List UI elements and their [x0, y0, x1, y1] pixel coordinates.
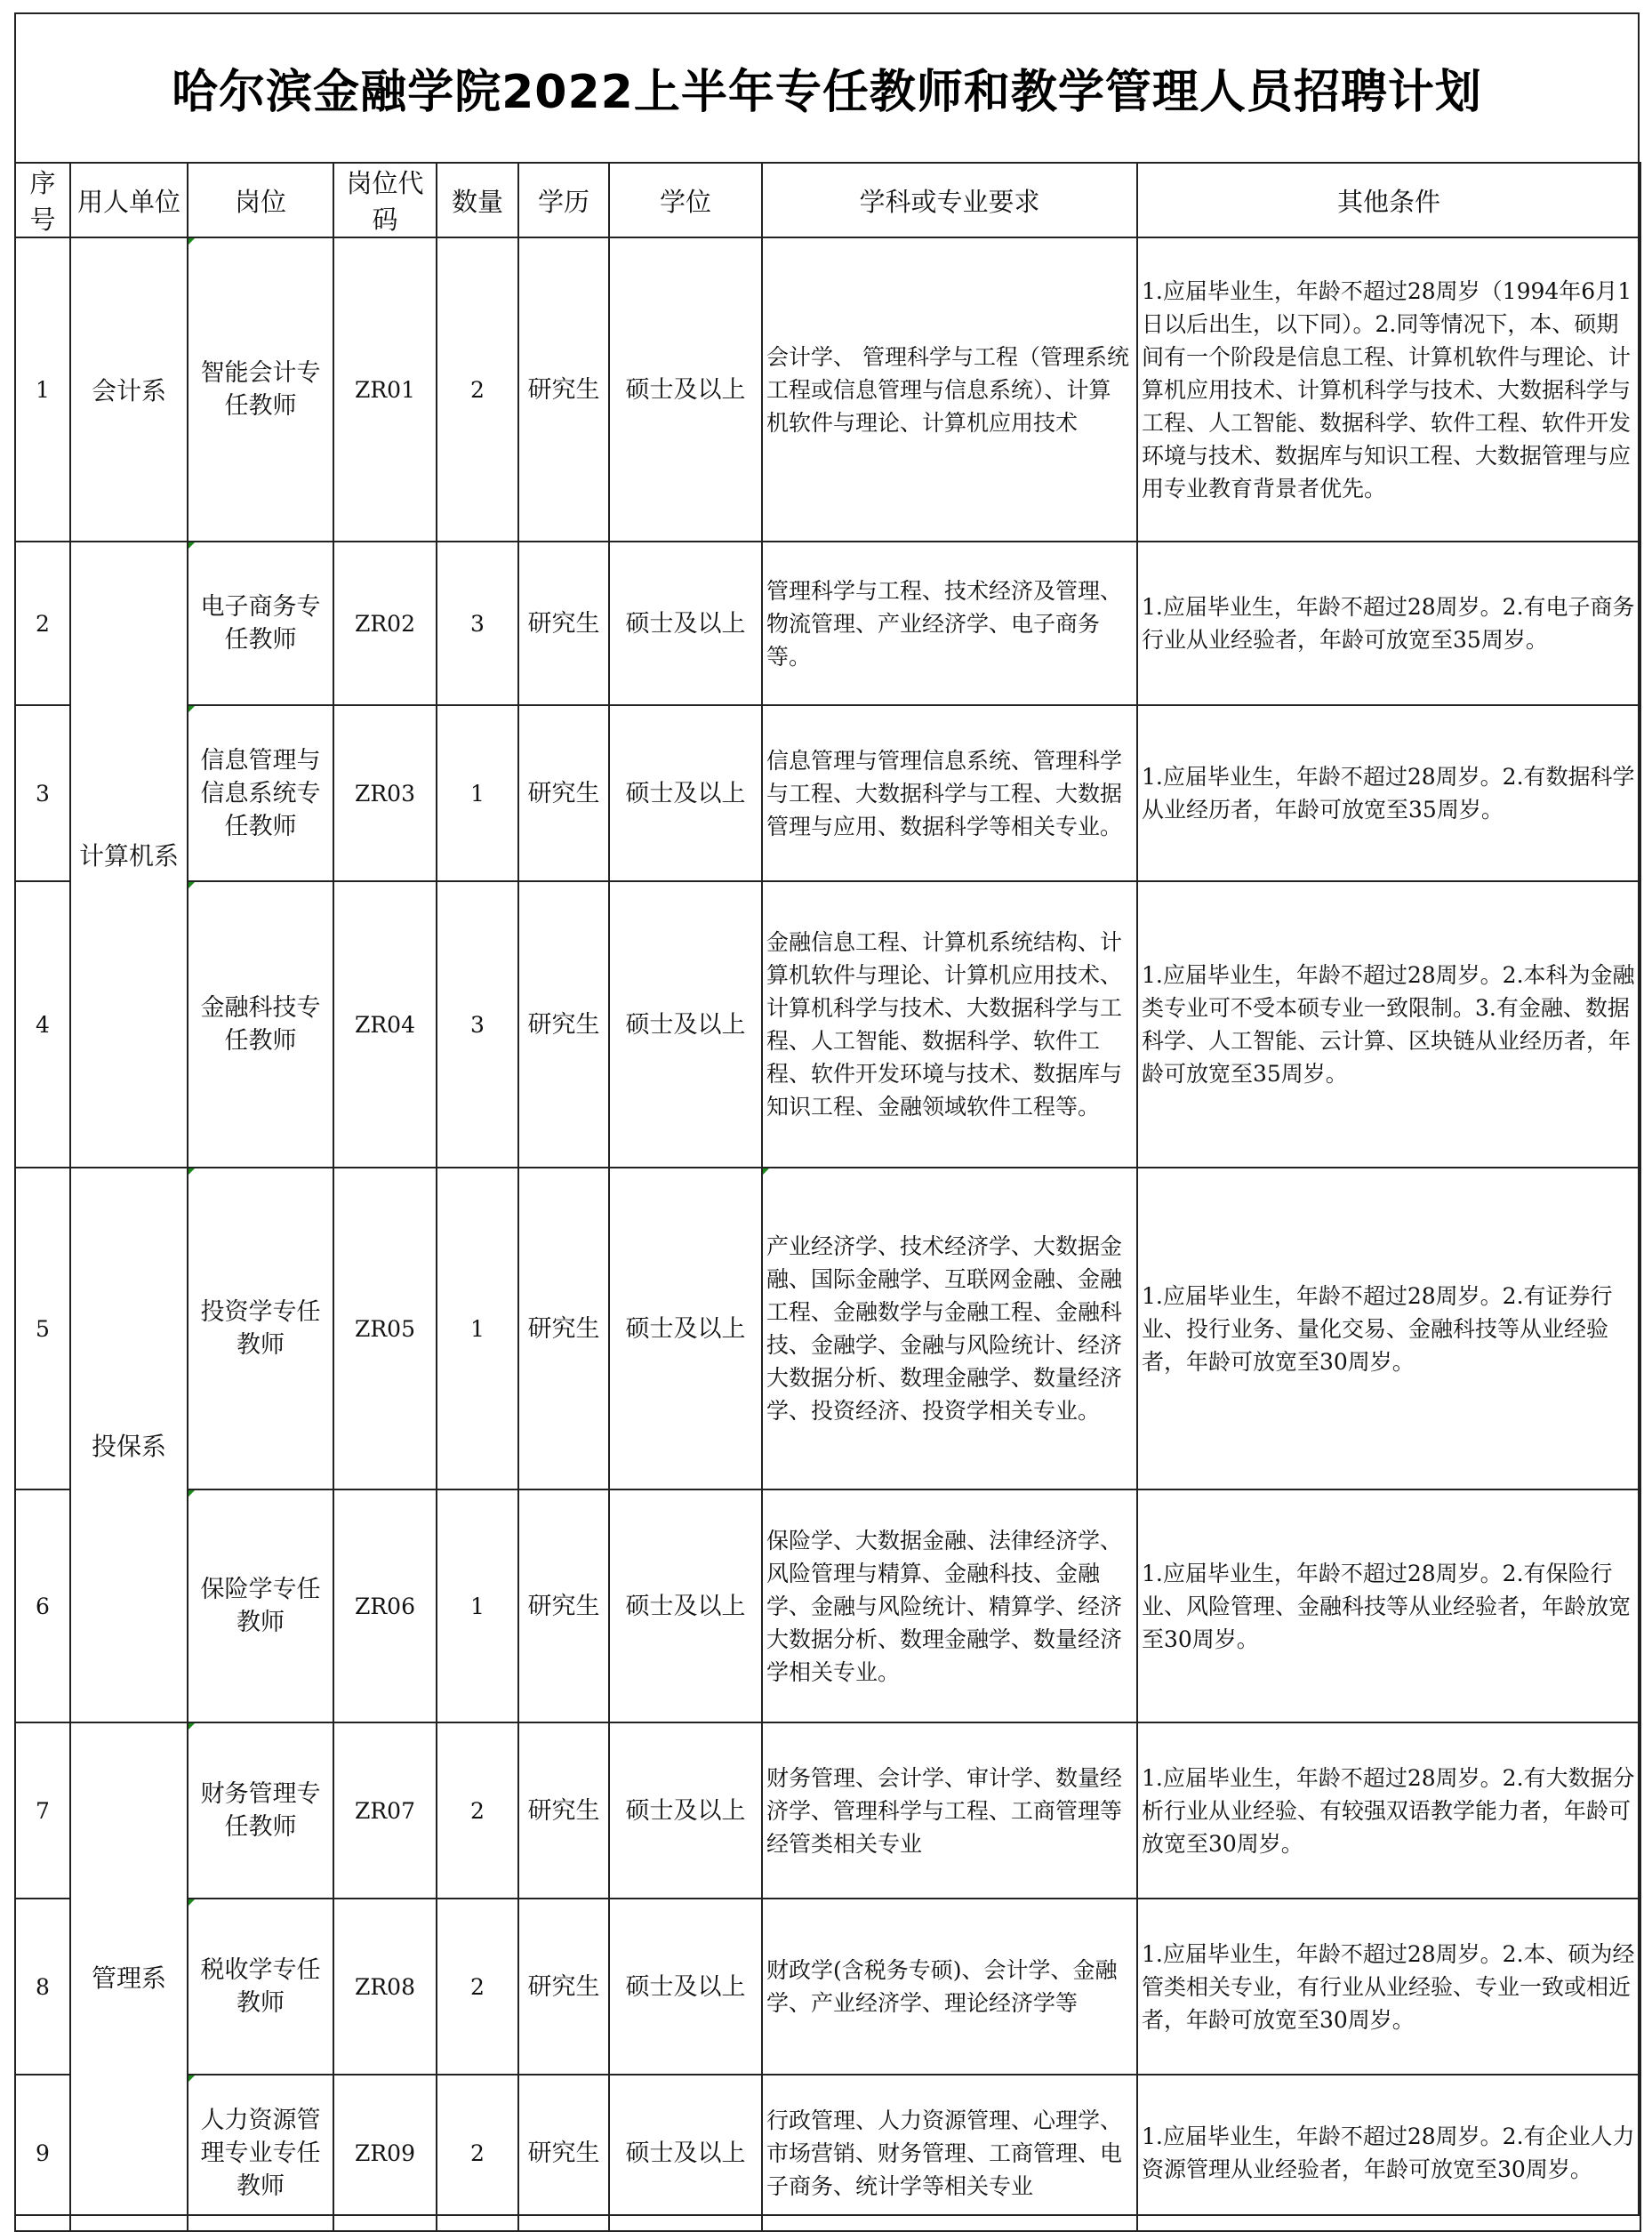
header-unit: 用人单位 [70, 163, 188, 237]
cell-major: 保险学、大数据金融、法律经济学、风险管理与精算、金融科技、金融学、金融与风险统计、精算学、经济大数据分析、数理金融学、数量经济学相关专业。 [762, 1489, 1137, 1722]
header-education: 学历 [518, 163, 609, 237]
cell-count: 1 [437, 1168, 518, 1489]
cell-no: 4 [15, 881, 70, 1168]
table-row [15, 705, 1640, 881]
cell-position: 保险学专任教师 [188, 1489, 333, 1722]
cell-count: 3 [437, 542, 518, 705]
cell-count: 3 [437, 881, 518, 1168]
table-row [15, 1489, 1640, 1722]
cell-position: 智能会计专任教师 [188, 237, 333, 542]
cell-other: 1.应届毕业生，年龄不超过28周岁。2.有企业人力资源管理从业经验者，年龄可放宽至30周岁。 [1137, 2075, 1640, 2231]
cell-degree: 硕士及以上 [609, 1899, 762, 2075]
cell-education: 研究生 [518, 705, 609, 881]
cell-position: 投资学专任教师 [188, 1168, 333, 1489]
table-row [15, 1899, 1640, 2075]
cell-count: 1 [437, 1489, 518, 1722]
cell-code: ZR08 [333, 1899, 437, 2075]
cell-unit: 管理系 [70, 1722, 188, 2231]
cell-major: 财务管理、会计学、审计学、数量经济学、管理科学与工程、工商管理等经管类相关专业 [762, 1722, 1137, 1899]
cell-position: 信息管理与信息系统专任教师 [188, 705, 333, 881]
cell-degree: 硕士及以上 [609, 881, 762, 1168]
cell-no: 1 [15, 237, 70, 542]
cell-degree: 硕士及以上 [609, 542, 762, 705]
cell-education: 研究生 [518, 1168, 609, 1489]
cell-education: 研究生 [518, 1489, 609, 1722]
header-code: 岗位代码 [333, 163, 437, 237]
cell-count: 2 [437, 1899, 518, 2075]
cell-code: ZR09 [333, 2075, 437, 2231]
cell-education: 研究生 [518, 1899, 609, 2075]
cell-count: 2 [437, 1722, 518, 1899]
recruitment-table [14, 162, 1641, 2232]
cell-count: 2 [437, 237, 518, 542]
cell-count: 1 [437, 705, 518, 881]
cell-degree: 硕士及以上 [609, 1168, 762, 1489]
cell-education: 研究生 [518, 2075, 609, 2231]
cell-other: 1.应届毕业生，年龄不超过28周岁。2.本科为金融类专业可不受本硕专业一致限制。3.有金融、数据科学、人工智能、云计算、区块链从业经历者，年龄可放宽至35周岁。 [1137, 881, 1640, 1168]
cell-education: 研究生 [518, 1722, 609, 1899]
cell-degree: 硕士及以上 [609, 1489, 762, 1722]
cell-code: ZR06 [333, 1489, 437, 1722]
cell-other: 1.应届毕业生，年龄不超过28周岁。2.有大数据分析行业从业经验、有较强双语教学能力者，年龄可放宽至30周岁。 [1137, 1722, 1640, 1899]
table-row [15, 2075, 1640, 2231]
table-row [15, 542, 1640, 705]
cell-position: 电子商务专任教师 [188, 542, 333, 705]
cell-no: 2 [15, 542, 70, 705]
cell-code: ZR02 [333, 542, 437, 705]
header-no: 序号 [15, 163, 70, 237]
header-position: 岗位 [188, 163, 333, 237]
cell-unit: 计算机系 [70, 542, 188, 1168]
cell-code: ZR04 [333, 881, 437, 1168]
header-major: 学科或专业要求 [762, 163, 1137, 237]
table-row [15, 1722, 1640, 1899]
cell-position: 金融科技专任教师 [188, 881, 333, 1168]
cell-major: 金融信息工程、计算机系统结构、计算机软件与理论、计算机应用技术、计算机科学与技术、大数据科学与工程、人工智能、数据科学、软件工程、软件开发环境与技术、数据库与知识工程、金融领域软件工程等。 [762, 881, 1137, 1168]
header-other: 其他条件 [1137, 163, 1640, 237]
cell-no: 3 [15, 705, 70, 881]
cell-other: 1.应届毕业生，年龄不超过28周岁。2.本、硕为经管类相关专业，有行业从业经验、专业一致或相近者，年龄可放宽至30周岁。 [1137, 1899, 1640, 2075]
cell-degree: 硕士及以上 [609, 2075, 762, 2231]
cell-degree: 硕士及以上 [609, 1722, 762, 1899]
cell-other: 1.应届毕业生，年龄不超过28周岁。2.有证券行业、投行业务、量化交易、金融科技等从业经验者，年龄可放宽至30周岁。 [1137, 1168, 1640, 1489]
table-row [15, 237, 1640, 542]
page-title: 哈尔滨金融学院2022上半年专任教师和教学管理人员招聘计划 [172, 65, 1482, 119]
header-count: 数量 [437, 163, 518, 237]
cell-position: 财务管理专任教师 [188, 1722, 333, 1899]
cell-degree: 硕士及以上 [609, 237, 762, 542]
cell-other: 1.应届毕业生，年龄不超过28周岁（1994年6月1日以后出生，以下同）。2.同等情况下，本、硕期间有一个阶段是信息工程、计算机软件与理论、计算机应用技术、计算机科学与技术、大数据科学与工程、人工智能、数据科学、软件工程、软件开发环境与技术、数据库与知识工程、大数据管理与应用专业教育背景者优先。 [1137, 237, 1640, 542]
cell-no: 7 [15, 1722, 70, 1899]
cell-other: 1.应届毕业生，年龄不超过28周岁。2.有数据科学从业经历者，年龄可放宽至35周岁。 [1137, 705, 1640, 881]
cell-education: 研究生 [518, 542, 609, 705]
header-degree: 学位 [609, 163, 762, 237]
table-row [15, 1168, 1640, 1489]
cell-major: 财政学(含税务专硕)、会计学、金融学、产业经济学、理论经济学等 [762, 1899, 1137, 2075]
cell-no: 8 [15, 1899, 70, 2075]
cell-code: ZR03 [333, 705, 437, 881]
cell-education: 研究生 [518, 237, 609, 542]
cell-code: ZR01 [333, 237, 437, 542]
cell-unit: 投保系 [70, 1168, 188, 1722]
cell-code: ZR07 [333, 1722, 437, 1899]
cell-major: 信息管理与管理信息系统、管理科学与工程、大数据科学与工程、大数据管理与应用、数据科学等相关专业。 [762, 705, 1137, 881]
cell-major: 产业经济学、技术经济学、大数据金融、国际金融学、互联网金融、金融工程、金融数学与金融工程、金融科技、金融学、金融与风险统计、经济大数据分析、数理金融学、数量经济学、投资经济、投资学相关专业。 [762, 1168, 1137, 1489]
cell-degree: 硕士及以上 [609, 705, 762, 881]
table-row [15, 881, 1640, 1168]
cell-position: 税收学专任教师 [188, 1899, 333, 2075]
cell-no: 6 [15, 1489, 70, 1722]
cell-unit: 会计系 [70, 237, 188, 542]
table-header-row [15, 163, 1640, 237]
cell-major: 会计学、 管理科学与工程（管理系统工程或信息管理与信息系统）、计算机软件与理论、计算机应用技术 [762, 237, 1137, 542]
cell-other: 1.应届毕业生，年龄不超过28周岁。2.有电子商务行业从业经验者，年龄可放宽至35周岁。 [1137, 542, 1640, 705]
cell-no: 9 [15, 2075, 70, 2231]
cell-no: 5 [15, 1168, 70, 1489]
cell-education: 研究生 [518, 881, 609, 1168]
cell-major: 管理科学与工程、技术经济及管理、物流管理、产业经济学、电子商务等。 [762, 542, 1137, 705]
cell-other: 1.应届毕业生，年龄不超过28周岁。2.有保险行业、风险管理、金融科技等从业经验者，年龄放宽至30周岁。 [1137, 1489, 1640, 1722]
cell-major: 行政管理、人力资源管理、心理学、市场营销、财务管理、工商管理、电子商务、统计学等相关专业 [762, 2075, 1137, 2231]
cell-count: 2 [437, 2075, 518, 2231]
cell-position: 人力资源管理专业专任教师 [188, 2075, 333, 2231]
cell-code: ZR05 [333, 1168, 437, 1489]
